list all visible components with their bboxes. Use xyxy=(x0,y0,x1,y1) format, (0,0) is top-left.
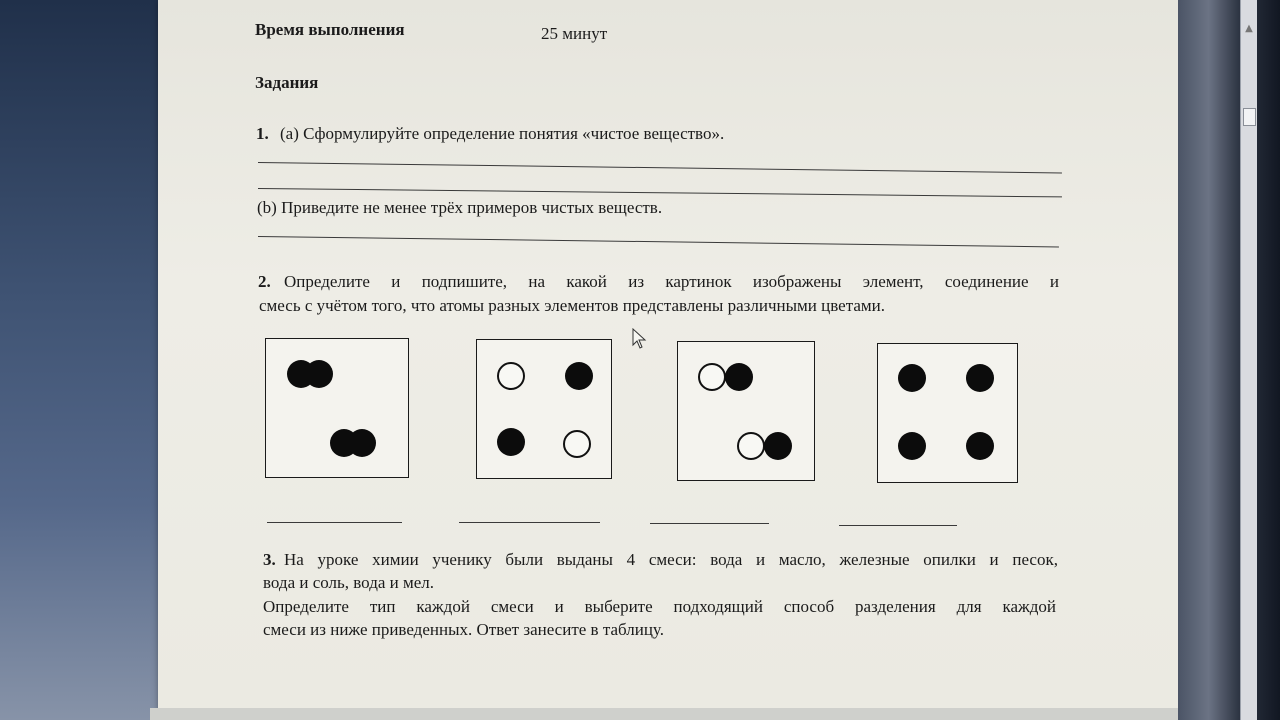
atom-filled xyxy=(565,362,593,390)
atom-hollow xyxy=(497,362,525,390)
atom-hollow xyxy=(563,430,591,458)
atom-filled xyxy=(898,364,926,392)
atom-filled xyxy=(725,363,753,391)
task3-line2: вода и соль, вода и мел. xyxy=(263,573,435,592)
monitor-background xyxy=(0,0,160,720)
picture-2 xyxy=(476,339,612,479)
atom-hollow xyxy=(698,363,726,391)
atom-filled xyxy=(348,429,376,457)
task1-part-b: (b) Приведите не менее трёх примеров чистых веществ. xyxy=(257,198,663,217)
picture-answer-line xyxy=(459,522,600,523)
time-label: Время выполнения xyxy=(255,20,405,39)
task2-line1: Определите и подпишите, на какой из картинок изображены элемент, соединение и xyxy=(284,272,1059,291)
picture-answer-line xyxy=(650,523,769,524)
atom-filled xyxy=(305,360,333,388)
vertical-scrollbar[interactable] xyxy=(1240,0,1257,720)
atom-filled xyxy=(898,432,926,460)
picture-1 xyxy=(265,338,409,478)
picture-4 xyxy=(877,343,1018,483)
section-title: Задания xyxy=(255,73,319,92)
task3-line4: смеси из ниже приведенных. Ответ занесите в таблицу. xyxy=(263,620,664,639)
task2-number: 2. xyxy=(258,272,271,291)
task2-line2: смесь с учётом того, что атомы разных элементов представлены различными цветами. xyxy=(259,296,885,315)
atom-hollow xyxy=(737,432,765,460)
task1-number: 1. xyxy=(256,124,269,143)
picture-answer-line xyxy=(839,525,957,526)
atom-filled xyxy=(764,432,792,460)
task3-line1: На уроке химии ученику были выданы 4 смеси: вода и масло, железные опилки и песок, xyxy=(284,550,1058,569)
atom-filled xyxy=(966,364,994,392)
atom-filled xyxy=(497,428,525,456)
picture-3 xyxy=(677,341,815,481)
picture-answer-line xyxy=(267,522,402,523)
time-value: 25 минут xyxy=(541,24,608,43)
taskbar-strip xyxy=(150,708,1180,720)
scroll-up-icon[interactable]: ▲ xyxy=(1245,23,1253,34)
mouse-cursor-icon xyxy=(632,328,648,350)
task1-part-a: (a) Сформулируйте определение понятия «чистое вещество». xyxy=(280,124,725,143)
task3-line3: Определите тип каждой смеси и выберите подходящий способ разделения для каждой xyxy=(263,597,1056,616)
atom-filled xyxy=(966,432,994,460)
task3-number: 3. xyxy=(263,550,276,569)
scroll-thumb[interactable] xyxy=(1243,108,1256,126)
monitor-bezel xyxy=(1178,0,1280,720)
